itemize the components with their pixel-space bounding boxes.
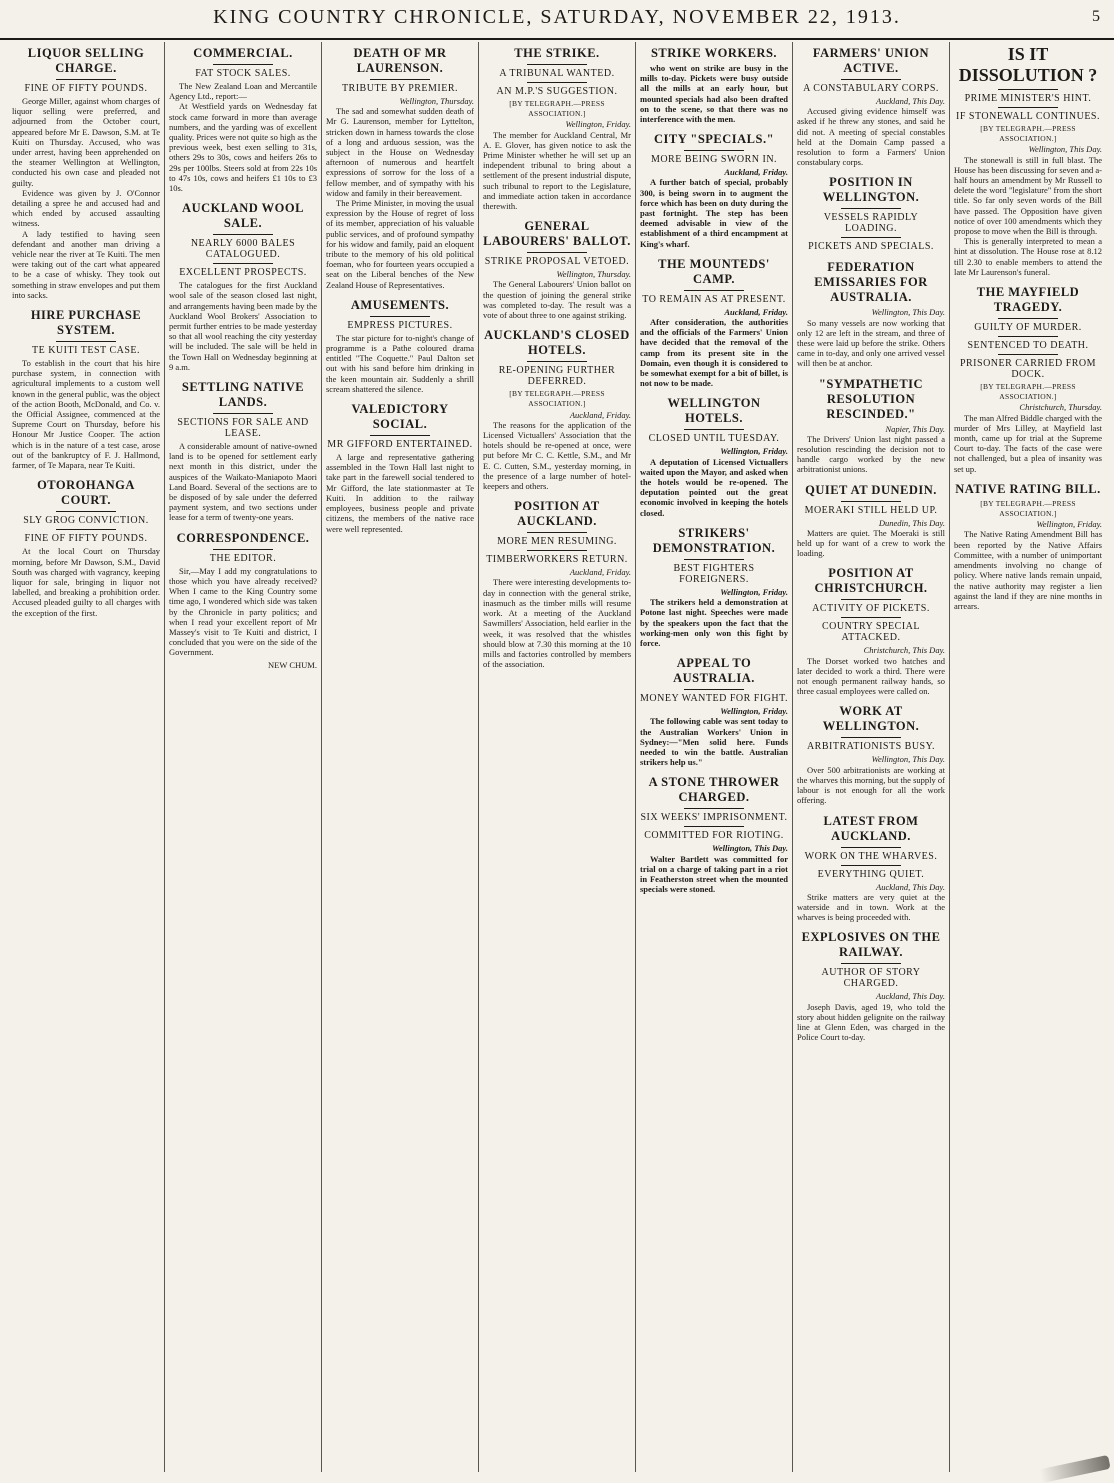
article (169, 380, 317, 523)
article-paragraph: George Miller, against whom charges of liquor selling were preferred, and adjourned from the October court, appeared before Mr E. Dawson, S.M. at Te Kuiti on Thursday. Accused, who was under arrest, having been apprehended on the steamer Wellington at Wellington, conducted his own case and pleaded not guilty. (12, 96, 160, 188)
article-paragraph: Matters are quiet. The Moeraki is still held up for want of a crew to work the loading. (797, 527, 945, 559)
headline-rule (841, 237, 900, 238)
article (797, 260, 945, 368)
headline-rule (527, 252, 586, 253)
article (640, 656, 788, 767)
dateline: Auckland, This Day. (876, 96, 945, 106)
article (326, 298, 474, 394)
article-headline: NATIVE RATING BILL. (955, 481, 1101, 496)
article-paragraph: The reasons for the application of the Licensed Victuallers' Association that the hotels should be re-opened at once, were put before Mr C. C. Kettle, S.M., and Mr E. C. Cutten, S.M., yesterday morning, in the presence of a large number of hotel-keepers and others. (483, 419, 631, 492)
headline-rule (841, 79, 900, 80)
article (483, 328, 631, 491)
article (483, 219, 631, 320)
article-subheadline: STRIKE PROPOSAL VETOED. (484, 256, 630, 268)
article-paragraph: The Dorset worked two hatches and later decided to work a third. There were not enough permanent railway hands, so three casual employees were called on. (797, 655, 945, 697)
dateline: Wellington, Friday. (720, 446, 788, 457)
headline-rule (527, 361, 586, 362)
article-headline: "SYMPATHETIC RESOLUTION RESCINDED." (818, 376, 924, 421)
article (169, 531, 317, 670)
article (12, 46, 160, 300)
column-2 (165, 42, 322, 1472)
article-subheadline: EVERYTHING QUIET. (817, 868, 925, 880)
headline-rule (56, 529, 115, 530)
headline-rule (370, 435, 429, 436)
article (326, 46, 474, 290)
headline-rule (684, 290, 743, 291)
article-paragraph: Over 500 arbitrationists are working at the wharves this morning, but the supply of labour is not enough for all the work offering. (797, 764, 945, 806)
dateline: Auckland, Friday. (724, 167, 788, 178)
press-credit: [BY TELEGRAPH.—PRESS ASSOCIATION.] (980, 124, 1076, 144)
article-paragraph: The stonewall is still in full blast. The House has been discussing for seven and a-half hours an amendment by Mr Russell to delete the word "legislature" from the short title. So far only seven words of the Bill have passed. The Opposition have given notice of over 100 amendments which they propose to move when the Bill is through. (954, 154, 1102, 237)
dateline: Auckland, This Day. (876, 881, 945, 892)
article-headline: THE MOUNTEDS' CAMP. (658, 256, 770, 286)
article-headline: AUCKLAND'S CLOSED HOTELS. (484, 328, 630, 358)
article-headline: STRIKERS' DEMONSTRATION. (652, 525, 776, 555)
article-paragraph: There were interesting developments to-day in connection with the general strike, inasmuch as the timber mills will resume work. At a meeting of the Auckland Sawmillers' Association, held earlier in the week, it was resolved that the whistles should blow at 7.30 this morning at the 10 mills and factories controlled by members of the association. (483, 577, 631, 670)
article-subheadline: A CONSTABULARY CORPS. (803, 83, 939, 94)
dateline: Wellington, This Day. (871, 754, 945, 765)
headline-rule (213, 413, 272, 414)
headline-rule (841, 617, 900, 618)
dateline: Napier, This Day. (885, 423, 945, 434)
dateline: Wellington, Friday. (565, 119, 631, 130)
article-paragraph: The Native Rating Amendment Bill has been reported by the Native Affairs Committee, with a number of unimportant amendments involving no change of policy. Where native lands remain unpaid, the native authority may register a lien against the land if they are nine months in arrears. (954, 529, 1102, 611)
headline-rule (213, 234, 272, 235)
article-headline: STRIKE WORKERS. (650, 46, 778, 60)
article-paragraph: A large and representative gathering assembled in the Town Hall last night to take part in the farewell social tendered to Mr Gifford, the late stationmaster at Te Kuiti. In addition to the railway employees, business people and private citizens, the members of the native race were well represented. (326, 452, 474, 534)
article-subheadline: IF STONEWALL CONTINUES. (956, 111, 1100, 122)
article-headline: CITY "SPECIALS." (653, 132, 775, 147)
dateline: Wellington, This Day. (871, 307, 945, 318)
article (954, 44, 1102, 277)
article-subheadline: MONEY WANTED FOR FIGHT. (640, 693, 788, 705)
article (640, 46, 788, 124)
article-headline: QUIET AT DUNEDIN. (805, 482, 937, 497)
article-subheadline: BEST FIGHTERS FOREIGNERS. (673, 562, 755, 585)
article-headline: THE STRIKE. (514, 46, 600, 60)
article-paragraph: The following cable was sent today to the Australian Workers' Union in Sydney:—"Men solid here. Funds needed to win the battle. Australian strikers help us." (640, 716, 788, 768)
headline-rule (684, 150, 743, 151)
article-subheadline: PRISONER CARRIED FROM DOCK. (959, 358, 1097, 381)
article-paragraph: The star picture for to-night's change of programme is a Pathe coloured drama entitled "The Coquette." Paul Dalton set out with his sand before him drinking in the keen mountain air. Suddenly a shrill scream shattered the silence. (326, 332, 474, 394)
headline-rule (213, 549, 272, 550)
article-paragraph: The catalogues for the first Auckland wool sale of the season closed last night, and arrangements having been made by the Auckland Wool Brokers' Association to permit further entries to be made yesterday so that all wool reaching the city yesterday will be included. The sale will be held in the Town Hall on Wednesday beginning at 9 a.m. (169, 280, 317, 372)
headline-rule (998, 89, 1057, 90)
article-paragraph: Sir,—May I add my congratulations to those which you have already received? When I came to the King Country some time ago, I wondered which side was taken by the Chronicle in party politics; and when I read your excellent report of Mr Massey's visit to Te Kuiti and district, I concluded that you were on the side of the Government. (169, 565, 317, 658)
article-paragraph: This is generally interpreted to mean a hint at dissolution. The House rose at 8.12 till 2.30 to enable members to attend the late Mr Laurenson's funeral. (954, 236, 1102, 277)
headline-rule (56, 341, 115, 342)
headline-rule (998, 318, 1057, 319)
article-headline: CORRESPONDENCE. (176, 530, 310, 545)
article (954, 285, 1102, 474)
article-paragraph: The Prime Minister, in moving the usual expression by the House of regret of loss of its member, appreciation of his valuable public services, and of profound sympathy for his widow and family, paid an eloquent tribute to the memory of his old political foeman, who for fourteen years occupied a seat on the Liberal benches of the New Zealand House of Representatives. (326, 198, 474, 290)
headline-rule (998, 336, 1057, 337)
article-subheadline: EXCELLENT PROSPECTS. (179, 267, 307, 279)
dateline: Dunedin, This Day. (878, 517, 945, 528)
article-headline: AUCKLAND WOOL SALE. (182, 201, 304, 231)
article-subheadline: ARBITRATIONISTS BUSY. (806, 741, 936, 753)
article-headline: LIQUOR SELLING CHARGE. (27, 46, 145, 75)
article-headline: COMMERCIAL. (193, 46, 293, 60)
article-subheadline: MR GIFFORD ENTERTAINED. (327, 439, 473, 451)
article-subheadline: MORE BEING SWORN IN. (650, 154, 778, 166)
headline-rule (684, 429, 743, 430)
article-headline: APPEAL TO AUSTRALIA. (673, 656, 755, 686)
article-paragraph: To establish in the court that his hire purchase system, in connection with agricultural implements to a custom well known in the general public, was the object of the action Booth, McDonald, and Co. v. the Official Assignee, commenced at the Supreme Court on Thursday, before his Honour Mr Justice Cooper. The action which is in the nature of a test case, arose out of the bankruptcy of F. J. Hallmond, farmer, of Te Mapara, near Te Kuiti. (12, 358, 160, 471)
column-3 (322, 42, 479, 1472)
article-headline: DEATH OF MR LAURENSON. (353, 46, 447, 75)
headline-rule (527, 82, 586, 83)
article-subheadline: SENTENCED TO DEATH. (967, 340, 1089, 352)
article (640, 396, 788, 517)
article-subheadline: MOERAKI STILL HELD UP. (804, 504, 938, 516)
headline-rule (527, 64, 586, 65)
article-subheadline: ACTIVITY OF PICKETS. (812, 603, 930, 615)
dateline: Wellington, Thursday. (399, 96, 474, 106)
article-subheadline: SLY GROG CONVICTION. (23, 515, 149, 527)
masthead (0, 0, 1114, 40)
headline-rule (841, 737, 900, 738)
article (640, 775, 788, 894)
headline-rule (841, 963, 900, 964)
article-subheadline: WORK ON THE WHARVES. (804, 850, 938, 862)
article (797, 46, 945, 167)
letter-signature: NEW CHUM. (268, 659, 317, 670)
article-paragraph: Strike matters are very quiet at the waterside and in town. Work at the wharves is being proceeded with. (797, 891, 945, 923)
article-paragraph: So many vessels are now working that only 12 are left in the stream, and three of these were laid up before the strike. Others came in to-day, and only one arrived vessel will then be at anchor. (797, 317, 945, 369)
article-paragraph: The Drivers' Union last night passed a resolution rescinding the decision not to handle cargo worked by the new arbitrationist unions. (797, 433, 945, 475)
article (483, 46, 631, 211)
article-subheadline: AN M.P.'S SUGGESTION. (496, 86, 618, 97)
article (169, 46, 317, 193)
article-paragraph: who went on strike are busy in the mills to-day. Pickets were busy outside all the mills at an early hour, but mounted specials had also been drafted on to the scene, so that there was no interference with the men. (640, 63, 788, 125)
article-subheadline: CLOSED UNTIL TUESDAY. (648, 433, 780, 445)
headline-rule (841, 501, 900, 502)
article-subheadline: FINE OF FIFTY POUNDS. (24, 83, 148, 94)
article-headline: AMUSEMENTS. (350, 297, 450, 312)
headline-rule (998, 354, 1057, 355)
article-paragraph: A deputation of Licensed Victuallers waited upon the Mayor, and asked when the hotels would be re-opened. The deputation pointed out the great economic involved in keeping the hotels closed. (640, 456, 788, 518)
article-headline: OTOROHANGA COURT. (37, 478, 135, 508)
article (12, 478, 160, 617)
press-credit: [BY TELEGRAPH.—PRESS ASSOCIATION.] (509, 389, 605, 409)
article-subheadline: TE KUITI TEST CASE. (31, 345, 140, 357)
headline-rule (56, 79, 115, 80)
article-headline: IS IT DISSOLUTION ? (958, 44, 1098, 85)
article-headline: SETTLING NATIVE LANDS. (181, 380, 305, 410)
article-headline: POSITION AT AUCKLAND. (514, 499, 600, 529)
article-subheadline: GUILTY OF MURDER. (974, 322, 1082, 334)
headline-rule (56, 511, 115, 512)
article-headline: WORK AT WELLINGTON. (822, 704, 920, 734)
headline-rule (841, 208, 900, 209)
dateline: Auckland, This Day. (876, 991, 945, 1002)
dateline: Wellington, Friday. (720, 706, 788, 717)
article-paragraph: The sad and somewhat sudden death of Mr G. Laurenson, member for Lyttelton, stricken down in harness towards the close of a long and arduous session, was the subject in the House on Wednesday afternoon of numerous and heartfelt expressions of sorrow for the loss of a fellow member, and of sympathy with his widow and family in their bereavement. (326, 106, 474, 198)
article-headline: LATEST FROM AUCKLAND. (823, 813, 919, 843)
page-number: 5 (1092, 8, 1100, 25)
headline-rule (841, 847, 900, 848)
dateline: Wellington, Friday. (1036, 519, 1102, 530)
article (797, 930, 945, 1042)
article (797, 814, 945, 923)
article-paragraph: The New Zealand Loan and Mercantile Agency Ltd., report:— (169, 81, 317, 102)
article-paragraph: Joseph Davis, aged 19, who told the story about hidden gelignite on the railway line at Glenn Eden, was charged in the Police Court to-day. (797, 1001, 945, 1043)
dateline: Wellington, This Day. (1028, 144, 1102, 155)
headline-rule (370, 79, 429, 80)
article-headline: THE MAYFIELD TRAGEDY. (976, 285, 1080, 315)
headline-rule (841, 599, 900, 600)
article-paragraph: The member for Auckland Central, Mr A. E. Glover, has given notice to ask the Prime Minister whether he will set up an independent tribunal to bring about a settlement of the present industrial dispute, such tribunal to report to the Legislature, and immediate action taken in accordance therewith. (483, 129, 631, 212)
article-subheadline: AUTHOR OF STORY CHARGED. (821, 967, 921, 990)
article-subheadline: A TRIBUNAL WANTED. (499, 68, 615, 79)
article-paragraph: A further batch of special, probably 300, is being sworn in to augment the force which has been on duty during the past fortnight. The step has been deemed advisable in view of the establishment of a third encampment at King's wharf. (640, 177, 788, 249)
article-subheadline: FAT STOCK SALES. (195, 68, 291, 79)
article-headline: A STONE THROWER CHARGED. (648, 775, 780, 805)
article-subheadline: FINE OF FIFTY POUNDS. (24, 533, 148, 545)
article-paragraph: The strikers held a demonstration at Potone last night. Speeches were made by the speakers upon the fact that the working-men only won this fight by force. (640, 597, 788, 648)
article (797, 175, 945, 252)
article-subheadline: VESSELS RAPIDLY LOADING. (823, 212, 919, 235)
headline-rule (527, 550, 586, 551)
article-headline: WELLINGTON HOTELS. (667, 396, 761, 426)
press-credit: [BY TELEGRAPH.—PRESS ASSOCIATION.] (980, 382, 1076, 402)
article (954, 482, 1102, 611)
article-subheadline: RE-OPENING FURTHER DEFERRED. (498, 365, 616, 388)
article-subheadline: COUNTRY SPECIAL ATTACKED. (822, 621, 920, 644)
article-subheadline: TO REMAIN AS AT PRESENT. (642, 293, 786, 305)
dateline: Wellington, Thursday. (556, 269, 631, 280)
article-headline: FARMERS' UNION ACTIVE. (812, 46, 930, 75)
headline-rule (841, 865, 900, 866)
article (797, 704, 945, 805)
article-subheadline: PRIME MINISTER'S HINT. (964, 93, 1092, 104)
headline-rule (213, 263, 272, 264)
article (640, 257, 788, 389)
article-headline: VALEDICTORY SOCIAL. (351, 402, 449, 432)
article-paragraph: Accused giving evidence himself was asked if he threw any stones, and said he did not. A meeting of special constables held at the Domain Camp passed a resolution to form a Farmers' Union constabulary corps. (797, 106, 945, 168)
article-paragraph: A considerable amount of native-owned land is to be opened for settlement early next month in this district, under the auspices of the Waikato-Maniapoto Maori Land Board. Several of the sections are to be disposed of by sale under the deferred payment system, and two sections under lease for a term of twenty-one years. (169, 441, 317, 523)
headline-rule (998, 107, 1057, 108)
press-credit: [BY TELEGRAPH.—PRESS ASSOCIATION.] (509, 99, 605, 119)
article (797, 377, 945, 475)
article (12, 308, 160, 470)
newspaper-title: KING COUNTRY CHRONICLE, SATURDAY, NOVEMBER 22, 1913. (213, 6, 901, 28)
dateline: Auckland, Friday. (569, 567, 631, 578)
article (326, 402, 474, 534)
article-paragraph: At the local Court on Thursday morning, before Mr Dawson, S.M., David South was charged with vagrancy, keeping liquor for sale, bringing in liquor not labelled, and breaking a prohibition order. Accused pleaded guilty to all charges with the exception of the first. (12, 546, 160, 618)
article-subheadline: THE EDITOR. (209, 552, 277, 564)
dateline: Wellington, This Day. (711, 843, 788, 854)
article-paragraph: At Westfield yards on Wednesday fat stock came forward in more than average numbers, and the yarding was of excellent quality. Prices were not quite so high as the previous week, best exen selling to 31s, others 29s to 30s, cows and heifers 26s to 29s per 100lbs. Steers sold at from 22s 10s to 47s 10s, cows and heifers £1 10s to £3 10s. (169, 101, 317, 194)
article-subheadline: NEARLY 6000 BALES CATALOGUED. (190, 238, 296, 261)
headline-rule (213, 64, 272, 65)
article-headline: POSITION AT CHRISTCHURCH. (814, 566, 928, 596)
column-6 (793, 42, 950, 1472)
article-paragraph: A lady testified to having seen defendant and another man driving a vehicle near the river at Te Kuiti. The men were taking out of the cart what appeared to be a case of whisky. They took out something in straw envelopes and put them into sacks. (12, 228, 160, 300)
article-subheadline: COMMITTED FOR RIOTING. (644, 830, 784, 842)
dateline: Christchurch, Thursday. (1019, 402, 1102, 413)
headline-rule (527, 532, 586, 533)
column-5 (636, 42, 793, 1472)
column-7 (950, 42, 1106, 1472)
article-headline: GENERAL LABOURERS' BALLOT. (483, 219, 631, 249)
article (483, 499, 631, 669)
article-paragraph: After consideration, the authorities and the officials of the Farmers' Union have decided that the removal of the camp from its present site in the Domain, even though it is considered to be somewhat exempt for a bit of billet, is not now to be made. (640, 317, 788, 389)
article (797, 566, 945, 696)
article (640, 132, 788, 249)
dateline: Auckland, Friday. (569, 409, 631, 420)
article-paragraph: Evidence was given by J. O'Connor detailing a spree he and accused had and which ended by accused assaulting witness. (12, 187, 160, 229)
article-subheadline: SIX WEEKS' IMPRISONMENT. (640, 812, 788, 824)
newspaper-columns (8, 42, 1106, 1472)
dateline: Wellington, Friday. (720, 586, 788, 597)
article-subheadline: TRIBUTE BY PREMIER. (341, 83, 459, 94)
article (640, 526, 788, 648)
article-headline: EXPLOSIVES ON THE RAILWAY. (801, 930, 941, 960)
column-1 (8, 42, 165, 1472)
article (169, 201, 317, 372)
article (797, 483, 945, 559)
article-paragraph: The General Labourers' Union ballot on the question of joining the general strike was completed to-day. The result was a vote of about three to one against striking. (483, 279, 631, 321)
article-subheadline: EMPRESS PICTURES. (347, 319, 453, 331)
article-paragraph: The man Alfred Biddle charged with the murder of Mrs Lilley, at Mayfield last month, came up for trial at the Supreme Court to-day. The facts of the case were not challenged, but a plea of insanity was set up. (954, 412, 1102, 474)
headline-rule (370, 316, 429, 317)
column-4 (479, 42, 636, 1472)
dateline: Auckland, Friday. (724, 306, 788, 317)
headline-rule (684, 559, 743, 560)
headline-rule (684, 808, 743, 809)
article-paragraph: Walter Bartlett was committed for trial on a charge of taking part in a riot in Featherston street when the mounted specials were stoned. (640, 853, 788, 895)
article-headline: HIRE PURCHASE SYSTEM. (30, 308, 142, 338)
article-subheadline: SECTIONS FOR SALE AND LEASE. (177, 417, 309, 440)
article-subheadline: PICKETS AND SPECIALS. (808, 241, 934, 253)
article-subheadline: MORE MEN RESUMING. (497, 536, 617, 548)
headline-rule (684, 826, 743, 827)
headline-rule (684, 689, 743, 690)
article-headline: FEDERATION EMISSARIES FOR AUSTRALIA. (814, 260, 928, 305)
press-credit: [BY TELEGRAPH.—PRESS ASSOCIATION.] (980, 498, 1076, 519)
dateline: Christchurch, This Day. (863, 645, 945, 656)
article-headline: POSITION IN WELLINGTON. (822, 175, 920, 205)
article-subheadline: TIMBERWORKERS RETURN. (486, 554, 628, 566)
